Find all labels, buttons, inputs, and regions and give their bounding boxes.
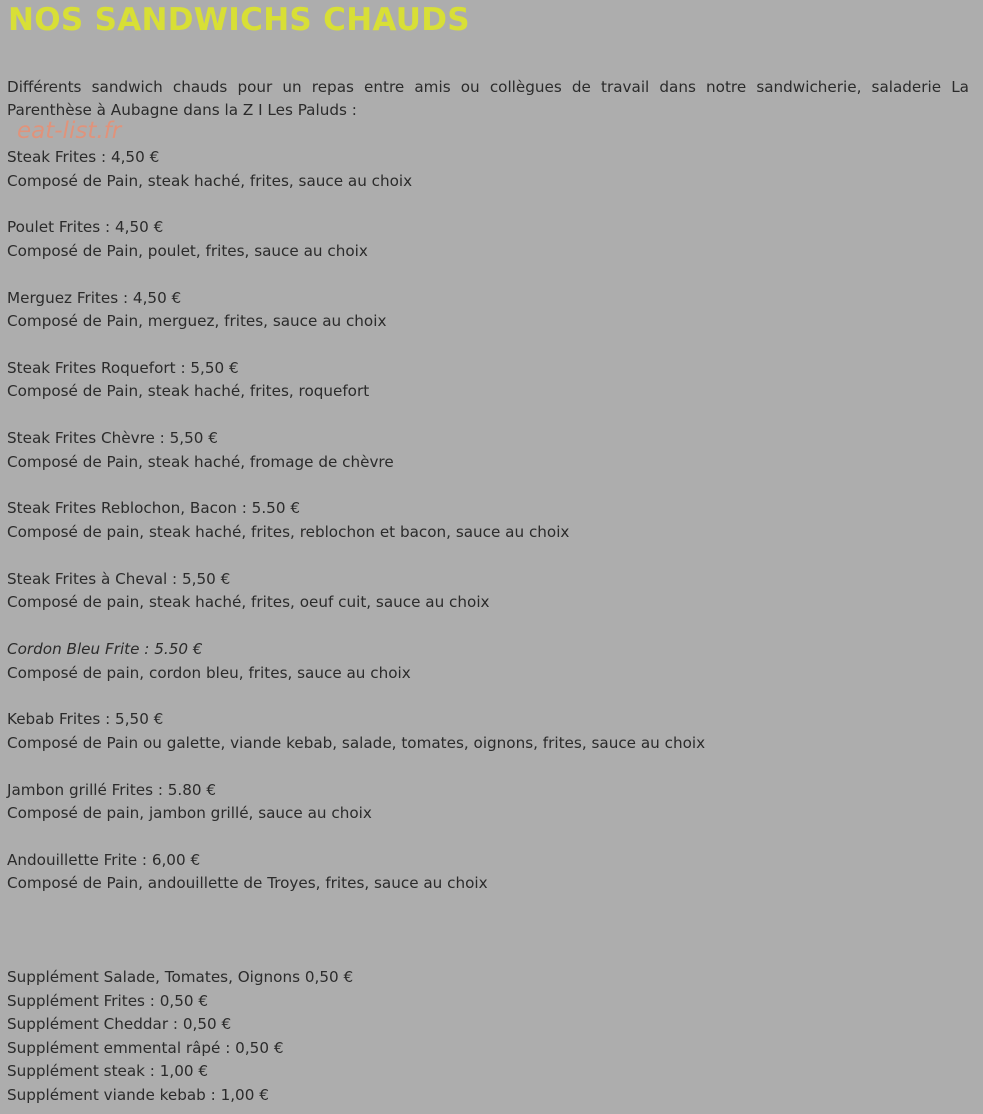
menu-item-description: Composé de Pain ou galette, viande kebab, salade, tomates, oignons, frites, sauce au choix <box>7 733 706 752</box>
menu-item-kebab-frites <box>7 708 977 778</box>
menu-item-description: Composé de pain, jambon grillé, sauce au choix <box>7 804 372 823</box>
menu-item-description: Composé de Pain, merguez, frites, sauce au choix <box>7 312 387 331</box>
menu-item-steak-frites <box>7 146 977 216</box>
menu-item-name-price: Kebab Frites : 5,50 € <box>7 710 164 729</box>
menu-item-name-price: Steak Frites à Cheval : 5,50 € <box>7 569 231 588</box>
menu-item-description: Composé de pain, cordon bleu, frites, sauce au choix <box>7 663 411 682</box>
menu-item-description: Composé de Pain, poulet, frites, sauce au choix <box>7 241 368 260</box>
supplement-line: Supplément emmental râpé : 0,50 € <box>7 1038 284 1057</box>
menu-item-description: Composé de pain, steak haché, frites, oeuf cuit, sauce au choix <box>7 593 490 612</box>
menu-item-name-price: Andouillette Frite : 6,00 € <box>7 850 201 869</box>
supplements-list <box>7 966 977 1107</box>
menu-item-description: Composé de Pain, steak haché, fromage de chèvre <box>7 452 394 471</box>
menu-item-name-price: Steak Frites Reblochon, Bacon : 5.50 € <box>7 499 300 518</box>
menu-item-poulet-frites <box>7 216 977 286</box>
intro-text: Différents sandwich chauds pour un repas entre amis ou collègues de travail dans notre sandwicherie, saladerie La Parenthèse à Aubagne dans la Z I Les Paluds : <box>7 78 969 119</box>
sandwich-list <box>7 146 977 919</box>
menu-item-name-price: Steak Frites : 4,50 € <box>7 148 160 166</box>
menu-item-cordon-bleu-frite <box>7 638 977 708</box>
menu-item-name-price: Steak Frites Roquefort : 5,50 € <box>7 358 239 377</box>
supplement-line: Supplément Frites : 0,50 € <box>7 991 209 1010</box>
menu-item-name-price: Poulet Frites : 4,50 € <box>7 218 164 237</box>
menu-item-description: Composé de Pain, steak haché, frites, roquefort <box>7 382 370 401</box>
menu-item-name-price: Cordon Bleu Frite : 5.50 € <box>7 640 203 659</box>
menu-item-andouillette-frite <box>7 849 977 919</box>
supplement-line: Supplément Salade, Tomates, Oignons 0,50 € <box>7 968 354 986</box>
supplement-line: Supplément Cheddar : 0,50 € <box>7 1015 232 1033</box>
supplement-line: Supplément steak : 1,00 € <box>7 1062 209 1080</box>
menu-item-description: Composé de pain, steak haché, frites, reblochon et bacon, sauce au choix <box>7 522 570 541</box>
menu-item-name-price: Jambon grillé Frites : 5.80 € <box>7 780 217 799</box>
menu-item-jambon-grille-frites <box>7 779 977 849</box>
watermark-logo: eat-list.fr <box>17 118 122 144</box>
menu-item-name-price: Merguez Frites : 4,50 € <box>7 288 182 307</box>
menu-item-steak-frites-a-cheval <box>7 568 977 638</box>
menu-item-description: Composé de Pain, steak haché, frites, sauce au choix <box>7 171 413 190</box>
supplement-line: Supplément viande kebab : 1,00 € <box>7 1085 269 1104</box>
menu-item-steak-frites-chevre <box>7 427 977 497</box>
menu-item-name-price: Steak Frites Chèvre : 5,50 € <box>7 429 218 448</box>
menu-item-description: Composé de Pain, andouillette de Troyes, frites, sauce au choix <box>7 874 488 893</box>
menu-item-merguez-frites <box>7 287 977 357</box>
menu-item-steak-frites-roquefort <box>7 357 977 427</box>
page-title: NOS SANDWICHS CHAUDS <box>8 2 470 38</box>
menu-item-steak-frites-reblochon-bacon <box>7 497 977 567</box>
